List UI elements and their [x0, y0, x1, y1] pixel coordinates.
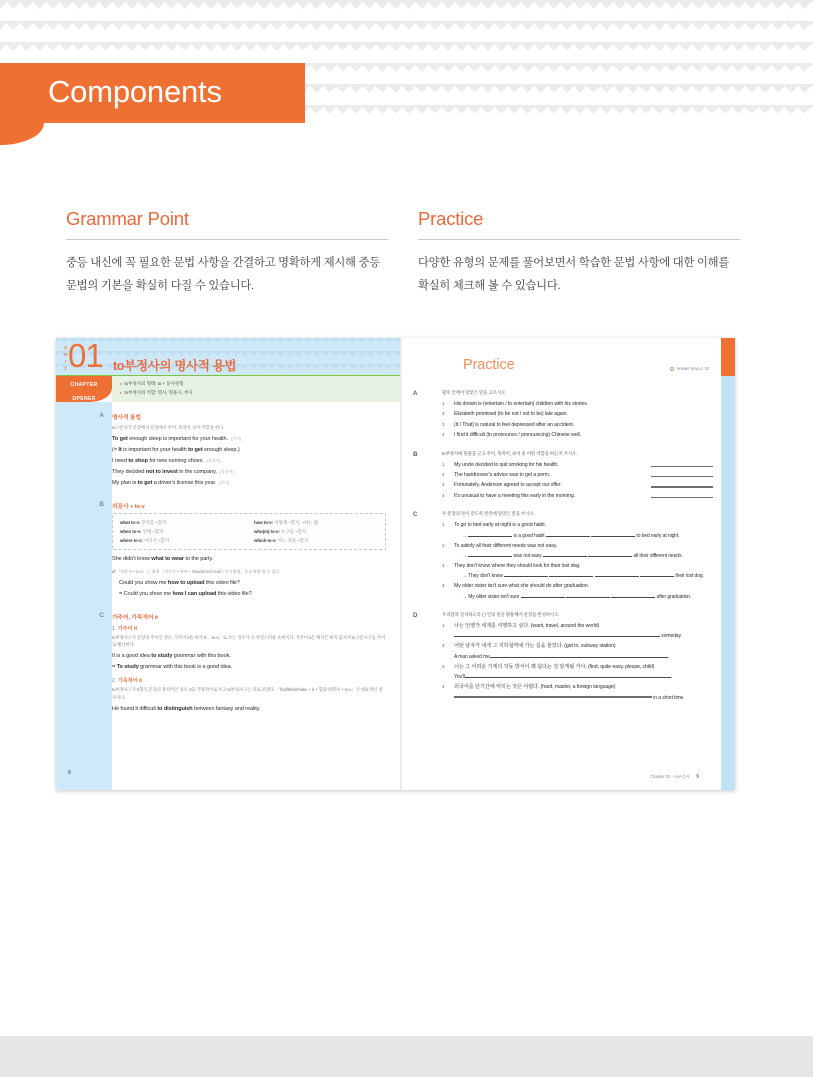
blank-field[interactable]	[468, 552, 512, 557]
practice-item	[442, 480, 721, 490]
blank-field[interactable]	[595, 572, 639, 577]
item-index: 2	[442, 411, 445, 417]
practice-answer-line	[442, 693, 721, 703]
example-sentence: My plan is to get a driver's license this year. (보어)	[112, 479, 230, 486]
blank-field[interactable]	[543, 552, 587, 557]
feature-title-practice: Practice	[418, 208, 484, 229]
grammar-section-c	[99, 611, 386, 716]
item-text: To go to bed early at night is a good habit.	[454, 522, 546, 529]
example-tag: (목적어)	[206, 458, 221, 464]
section-heading: 명사적 용법	[112, 415, 141, 421]
blank-field[interactable]	[490, 653, 610, 658]
item-index: 3	[442, 421, 445, 427]
chapter-tab-line1: CHAPTER	[70, 382, 98, 388]
item-index: 4	[442, 492, 445, 498]
word-box-row	[120, 536, 244, 545]
wb-gloss: 어떻게 ~할지, ~하는 법	[274, 519, 318, 525]
answer-post-text: to bed early at night.	[636, 532, 680, 539]
section-note: to구문사가 문장에서 문장에서 주어, 목적어, 보어 역할을 한다.	[112, 425, 225, 430]
blank-field[interactable]	[585, 673, 673, 681]
wb-gloss: 어느 것을 ~할지	[277, 538, 309, 544]
word-box-right-column	[254, 518, 378, 546]
blank-field[interactable]	[468, 532, 512, 537]
blank-field[interactable]	[549, 572, 593, 577]
footer-label: Chapter 01 · to부정사	[649, 774, 690, 779]
wb-term: where to-v:	[120, 538, 143, 544]
practice-answer-line	[442, 652, 721, 662]
blank-field[interactable]	[454, 696, 572, 697]
answer-mid-text: is a good habit	[513, 532, 545, 539]
wb-term: when to-v:	[120, 528, 142, 534]
practice-item	[442, 409, 721, 419]
example-tag: (보어)	[219, 479, 230, 485]
item-index: 1	[442, 622, 445, 628]
practice-section-a	[413, 390, 721, 441]
item-index: 4	[442, 583, 445, 589]
practice-item	[442, 430, 721, 440]
subsection-note: to부정사구가 5형식 문장의 목적어인 경우, it을 가목적어로 쓰고 to부정사구는 뒤로 보낸다. 「find/think/make + it + 형용사/명사 + to-v」가 대표적인 경우이다.	[112, 687, 383, 700]
example-sentence: (= It is important for your health to get enough sleep.)	[112, 447, 240, 454]
subsection-title	[112, 677, 386, 684]
feature-body-grammar-point: 중등 내신에 꼭 필요한 문법 사항을 간결하고 명확하게 제시해 중등 문법의 기본을 확실히 다질 수 있습니다.	[66, 257, 380, 293]
footer-band	[0, 1036, 813, 1077]
blank-field[interactable]	[566, 593, 610, 598]
wb-gloss: 누구를 ~할지	[280, 528, 306, 534]
right-page-blue-rail	[721, 376, 735, 790]
item-index: 1	[442, 461, 445, 467]
practice-direction: 괄호 안에서 알맞은 말을 고르시오.	[442, 390, 507, 395]
answer-key-note	[670, 366, 709, 371]
answer-post-text: their lost dog.	[675, 573, 704, 580]
item-index: 1	[442, 522, 445, 528]
practice-answer-line	[442, 631, 721, 641]
left-page-content	[99, 402, 400, 790]
item-index: 4	[442, 684, 445, 690]
blank-field[interactable]	[610, 653, 668, 658]
answer-tail-text: .	[667, 653, 670, 660]
example-sentence: It is a good idea to study grammar with this book.	[112, 653, 231, 660]
practice-answer-line	[442, 672, 721, 682]
practice-item	[442, 520, 721, 530]
answer-post-text: all their different needs.	[633, 553, 683, 560]
item-text: (It / That) is natural to feel depressed after an accident.	[454, 421, 575, 428]
blank-field[interactable]	[572, 696, 652, 697]
item-text: To satisfy all their different needs was not easy.	[454, 542, 558, 549]
left-page-number: 8	[68, 770, 71, 776]
practice-item	[442, 470, 721, 480]
objective-item: ▸ to부정사의 형태: to + 동사원형	[120, 380, 400, 389]
example-sentence: They decided not to invest in the company. (목적어)	[112, 468, 234, 475]
grammar-section-a	[99, 412, 386, 489]
practice-section-letter: C	[413, 511, 418, 519]
practice-item	[442, 581, 721, 591]
book-spread-image	[56, 338, 735, 790]
banner-tail-shape	[0, 123, 44, 145]
item-text: It's unusual to have a meeting this early in the morning.	[454, 492, 576, 499]
example-sentence: = Could you show me how I can upload this video file?	[119, 590, 252, 597]
item-text: His dream is (entertain / to entertain) children with his stories.	[454, 401, 589, 407]
practice-item	[442, 420, 721, 430]
subsection-number: 1	[112, 625, 115, 632]
item-index: 2	[442, 542, 445, 548]
unit-title: to부정사의 명사적 용법	[113, 359, 237, 373]
answer-mid-text: was not easy	[513, 553, 542, 560]
practice-item	[442, 641, 721, 651]
practice-answer-line	[442, 571, 721, 581]
item-text: 외국어를 단기간에 익히는 것은 어렵다. (hard, master, a foreign language)	[454, 684, 616, 691]
item-index: 3	[442, 482, 445, 488]
answer-tail-text: someday.	[661, 633, 682, 640]
arrow-prefix: →	[462, 532, 467, 539]
practice-section-letter: D	[413, 611, 418, 619]
blank-field[interactable]	[574, 632, 660, 637]
item-text: My older sister isn't sure what she should do after graduation.	[454, 583, 589, 590]
answer-post-text: after graduation.	[656, 593, 692, 600]
section-heading: 의문사 + to-v	[112, 503, 145, 510]
cf-note: cf 「의문사 + to-v」는 대개 「의문사 + 주어 + should/can/could + 동사원형」으로 바꿔 쓸 수 있다.	[112, 569, 386, 576]
wb-term: which to-v:	[254, 538, 277, 544]
example-sentence: I need to shop for new running shoes. (목적어)	[112, 458, 221, 465]
answer-lead-text: You'll	[454, 674, 466, 681]
example-sentence: He found it difficult to distinguish between fantasy and reality.	[112, 706, 261, 713]
blank-field[interactable]	[465, 673, 585, 678]
section-letter: B	[99, 500, 104, 508]
practice-item	[442, 662, 721, 672]
feature-grammar-point	[66, 208, 388, 298]
arrow-prefix: → They don't know	[462, 573, 503, 580]
item-text: Fortunately, Anderson agreed to accept our offer.	[454, 482, 562, 489]
answer-lead-text: A man asked me	[454, 653, 490, 660]
item-index: 2	[442, 472, 445, 478]
wb-term: how to-v:	[254, 519, 274, 525]
word-box-row	[120, 518, 244, 527]
blank-field[interactable]	[591, 532, 635, 537]
practice-section-b	[413, 450, 721, 502]
practice-section-letter: A	[413, 390, 418, 397]
answer-rule[interactable]	[651, 466, 713, 467]
example-tag: (주어)	[230, 436, 241, 442]
feature-title-grammar-point: Grammar Point	[66, 208, 189, 229]
right-page-number: 9	[696, 774, 699, 780]
subsection-number: 2	[112, 678, 115, 685]
item-text: 어떤 남자가 내게 그 지하철역에 가는 길을 물었다. (get to, subway station)	[454, 643, 616, 650]
left-page-blue-rail	[56, 402, 112, 790]
chapter-opener-tab	[56, 376, 112, 402]
blank-field[interactable]	[588, 552, 632, 557]
section-heading: 가주어, 가목적어 it	[112, 614, 158, 621]
chapter-tab-line2: OPENER	[72, 395, 96, 402]
blank-field[interactable]	[454, 632, 574, 637]
example-sentence: To get enough sleep is important for your health. (주어)	[112, 436, 241, 443]
right-page-orange-tab	[721, 338, 735, 376]
practice-item	[442, 682, 721, 692]
feature-body-practice: 다양한 유형의 문제를 풀어보면서 학습한 문법 사항에 대한 이해를 확실히 체크해 볼 수 있습니다.	[418, 257, 730, 293]
example-tag: (목적어)	[219, 468, 234, 474]
item-text: Elizabeth promised (to be not / not to be) late again.	[454, 411, 568, 418]
blank-field[interactable]	[640, 572, 674, 577]
item-text: The hairdresser's advice was to get a perm.	[454, 472, 551, 479]
arrow-prefix: →	[462, 553, 467, 560]
practice-item	[442, 460, 721, 470]
word-box-row	[254, 518, 378, 527]
practice-item	[442, 541, 721, 551]
word-box-row	[254, 536, 378, 545]
spread-right-page	[402, 338, 735, 790]
practice-direction: 우리말과 일치하도록 ( ) 안의 말을 활용해서 문장을 완성하시오.	[442, 611, 560, 617]
practice-item	[442, 491, 721, 501]
example-sentence: She didn't know what to wear to the party.	[112, 556, 214, 563]
grammar-section-b	[99, 500, 386, 600]
item-index: 3	[442, 563, 445, 569]
answer-rule[interactable]	[651, 476, 713, 477]
section-letter: A	[99, 412, 104, 419]
practice-section-letter: B	[413, 450, 418, 458]
objective-item: ▸ to부정사의 역할: 명사, 형용사, 부사	[120, 389, 400, 398]
objective-bar	[112, 376, 400, 402]
item-index: 2	[442, 643, 445, 649]
subsection-title	[112, 625, 386, 632]
example-sentence: = To study grammar with this book is a good idea.	[112, 664, 233, 671]
components-banner	[0, 63, 305, 145]
wb-gloss: 무엇을 ~할지	[141, 519, 167, 525]
feature-practice	[418, 208, 740, 298]
item-text: My uncle decided to quit smoking for his health.	[454, 461, 559, 468]
arrow-prefix: → My older sister isn't sure	[462, 593, 520, 600]
wb-gloss: 어디서 ~할지	[144, 538, 169, 544]
practice-item	[442, 399, 721, 409]
item-text: I find it difficult (to pronounce / pronouncing) Chinese well.	[454, 432, 581, 439]
blank-field[interactable]	[504, 572, 548, 577]
practice-item	[442, 621, 721, 631]
practice-direction: to부정사에 밑줄을 긋고 주어, 목적어, 보어 중 어떤 역할을 하는지 쓰시오.	[442, 450, 578, 456]
wb-term: who(m) to-v:	[254, 528, 280, 534]
answer-tail-text: in a short time.	[653, 694, 685, 701]
page-title: Components	[48, 74, 222, 109]
section-letter: C	[99, 611, 104, 619]
answer-rule[interactable]	[651, 497, 713, 498]
item-text: 나는 언젠가 세계를 여행하고 싶다. (want, travel, around the world)	[454, 622, 600, 629]
subsection-label: 가목적어 it	[117, 678, 143, 685]
unit-number: 01	[68, 338, 103, 374]
wb-term: what to-v:	[120, 519, 141, 525]
practice-answer-line	[442, 551, 721, 561]
practice-section-d	[413, 611, 721, 703]
blank-field[interactable]	[546, 532, 590, 537]
blank-field[interactable]	[521, 593, 565, 598]
blank-field[interactable]	[611, 593, 655, 598]
word-box-row	[254, 527, 378, 536]
subsection-note: to부정사구가 문장의 주어일 경우, 가주어 it을 써서 'It ... to-v」로 쓰는 경우가 더 자연스러운 표현이다. 가주어 it은 해석은 하지 않으며 to구문사구를 주어로 해석한다.	[112, 634, 386, 648]
unit-header	[56, 338, 400, 376]
practice-answer-line	[442, 531, 721, 541]
answer-key-dot-icon	[670, 367, 674, 371]
practice-section-c	[413, 511, 721, 602]
item-index: 4	[442, 432, 445, 438]
right-page-footer	[650, 774, 699, 780]
divider	[418, 239, 740, 240]
practice-content	[402, 390, 721, 790]
practice-item	[442, 561, 721, 571]
practice-answer-line	[442, 592, 721, 602]
word-box-left-column	[120, 518, 244, 546]
answer-tail-text: .	[671, 674, 673, 681]
item-index: 3	[442, 663, 445, 669]
answer-key-text: Answer Keys p. 02	[676, 366, 709, 371]
subsection-label: 가주어 it	[117, 625, 138, 632]
spread-left-page	[56, 338, 400, 790]
answer-rule[interactable]	[651, 486, 713, 487]
practice-direction: 두 문장의 뜻이 같도록 빈칸에 알맞은 말을 쓰시오.	[442, 511, 535, 517]
practice-title: Practice	[463, 357, 515, 373]
word-box-row	[120, 527, 244, 536]
unit-label: UNIT	[63, 345, 69, 374]
wb-gloss: 언제 ~할지	[142, 528, 164, 534]
example-sentence: Could you show me how to upload this video file?	[119, 579, 240, 586]
item-text: They don't know where they should look for their lost dog.	[454, 563, 581, 570]
interrogative-word-box	[112, 513, 386, 551]
divider	[66, 239, 388, 240]
item-text: 너는 그 어려운 기계의 작동 방식이 꽤 쉽다는 걸 알게될 거야. (find, quite easy, please, child)	[454, 663, 655, 670]
item-index: 1	[442, 401, 445, 406]
